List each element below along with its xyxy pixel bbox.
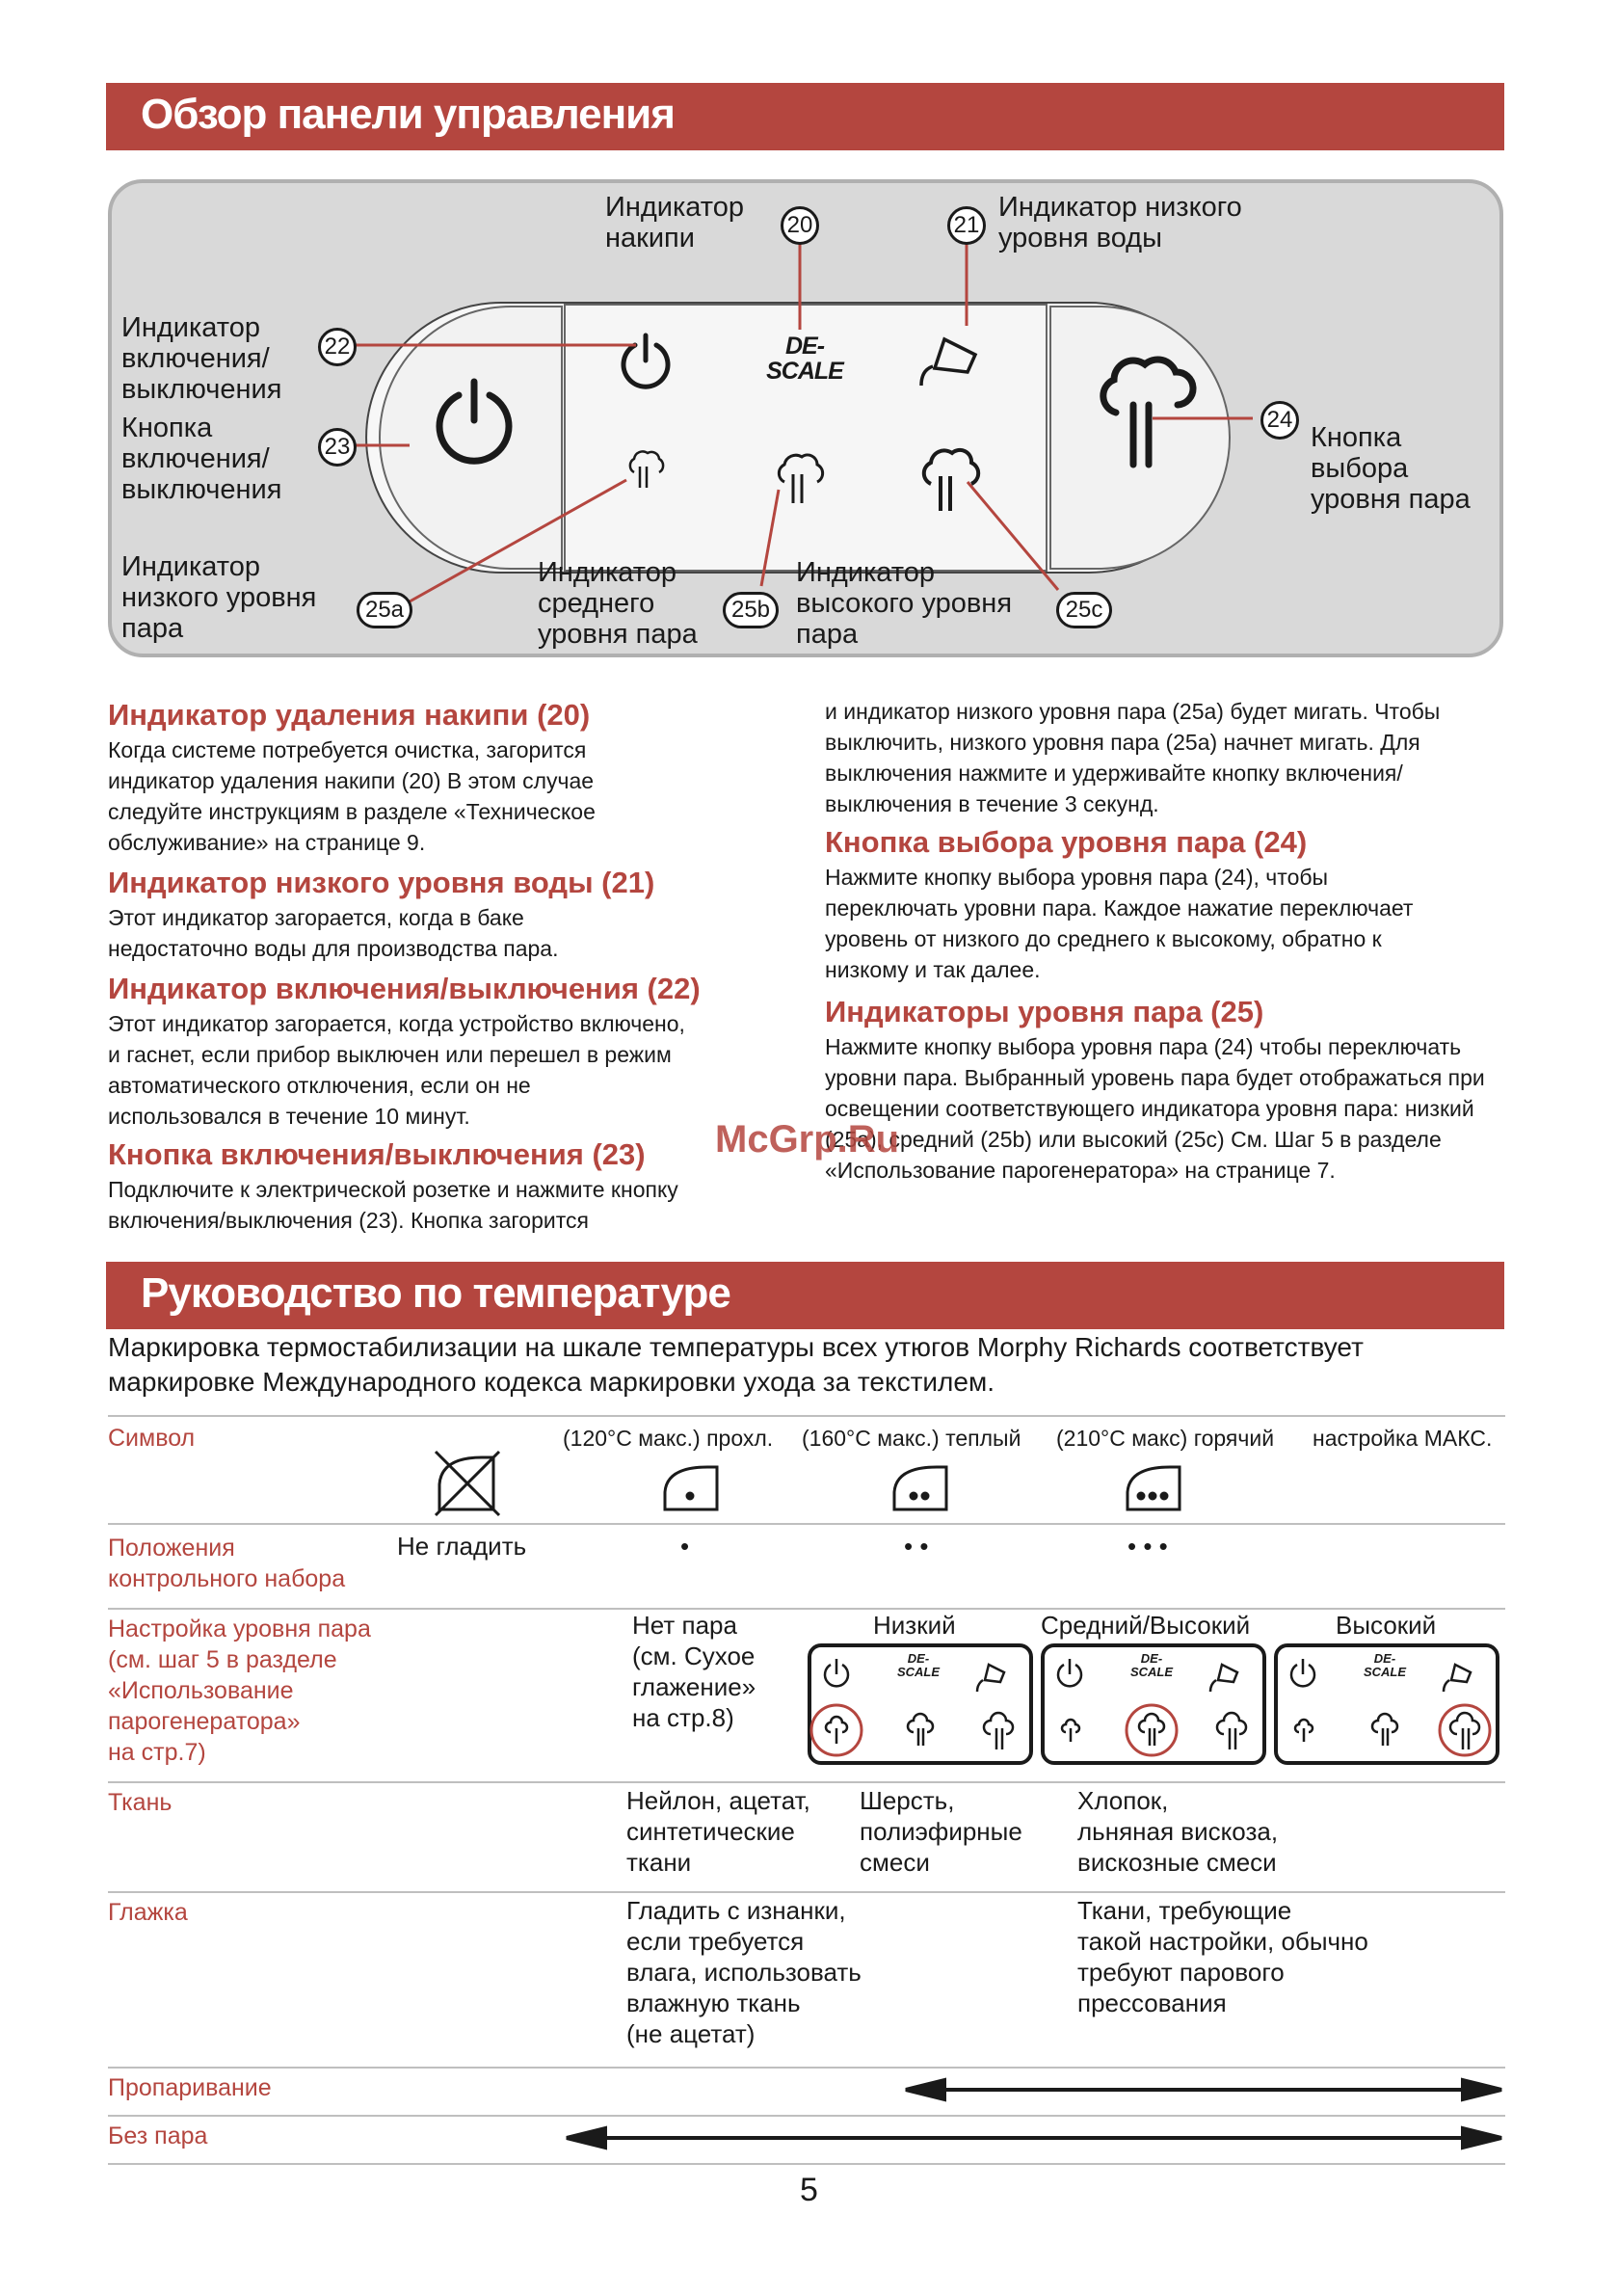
row-label-no-steam: Без пара: [108, 2122, 208, 2149]
row-divider: [108, 1608, 1505, 1610]
symbol-icons: [424, 1446, 1388, 1523]
row-label-fabric: Ткань: [108, 1789, 172, 1816]
position-three-dots: • • •: [1127, 1532, 1168, 1561]
label-medium-steam-indicator: Индикатор среднего уровня пара: [538, 557, 698, 650]
text-steam-select: Нажмите кнопку выбора уровня пара (24), чтобы переключать уровни пара. Каждое нажатие переключает уровень от низкого до среднего к высокому, обратно к низкому и так далее.: [825, 865, 1414, 982]
row-label-steaming: Пропаривание: [108, 2074, 272, 2101]
steam-level-none: Нет пара (см. Сухое глажение» на стр.8): [632, 1611, 756, 1732]
badge-25c: 25c: [1056, 592, 1112, 628]
badge-20: 20: [781, 206, 819, 245]
mini-descale-text: DE- SCALE: [1363, 1651, 1407, 1679]
steam-segment: [1050, 307, 1230, 569]
heading-descale: Индикатор удаления накипи (20): [108, 698, 591, 732]
label-low-water-indicator: Индикатор низкого уровня воды: [998, 192, 1242, 254]
row-label-ironing: Глажка: [108, 1899, 188, 1926]
steam-level-high: Высокий: [1336, 1611, 1437, 1640]
header-warm: (160°C макс.) теплый: [802, 1426, 1021, 1451]
text-low-water: Этот индикатор загорается, когда в баке недостаточно воды для производства пара.: [108, 905, 559, 961]
iron-three-dots-icon: [1127, 1467, 1180, 1509]
label-high-steam-indicator: Индикатор высокого уровня пара: [796, 557, 1013, 650]
text-power-button-continued: и индикатор низкого уровня пара (25a) будет мигать. Чтобы выключить, низкого уровня пара (25a) начнет мигать. Для выключения нажмите и удерживайте кнопку включения/выключения в течение 3 секунд.: [825, 699, 1441, 816]
mini-descale-text: DE- SCALE: [1129, 1651, 1174, 1679]
header-hot: (210°C макс) горячий: [1056, 1426, 1275, 1451]
badge-25b: 25b: [723, 592, 779, 628]
label-low-steam-indicator: Индикатор низкого уровня пара: [121, 551, 317, 644]
row-divider: [108, 2067, 1505, 2069]
heading-steam-select: Кнопка выбора уровня пара (24): [825, 825, 1308, 859]
text-descale: Когда системе потребуется очистка, загорится индикатор удаления накипи (20) В этом случае следуйте инструкциям в разделе «Техническое обслуживание» на странице 9.: [108, 737, 596, 855]
page-number: 5: [800, 2172, 818, 2208]
fabric-hot: Хлопок, льняная вискоза, вискозные смеси: [1077, 1786, 1279, 1877]
temperature-intro: Маркировка термостабилизации на шкале температуры всех утюгов Morphy Richards соответствует маркировке Международного кодекса маркировки ухода за текстилем.: [108, 1332, 1364, 1397]
position-do-not-iron: Не гладить: [397, 1532, 527, 1561]
steam-level-low: Низкий: [873, 1611, 956, 1640]
ironing-hot: Ткани, требующие такой настройки, обычно требуют парового прессования: [1077, 1896, 1368, 2017]
row-divider: [108, 1891, 1505, 1893]
row-divider: [108, 1523, 1505, 1525]
badge-24: 24: [1260, 401, 1299, 440]
heading-steam-indicators: Индикаторы уровня пара (25): [825, 995, 1264, 1028]
heading-power-button: Кнопка включения/выключения (23): [108, 1137, 646, 1171]
badge-21: 21: [947, 206, 986, 245]
descale-indicator-text: DE- SCALE: [766, 333, 843, 385]
row-label-symbol: Символ: [108, 1425, 196, 1452]
badge-25a: 25a: [357, 592, 412, 628]
ironing-cool: Гладить с изнанки, если требуется влага, использовать влажную ткань (не ацетат): [626, 1896, 862, 2048]
fabric-cool: Нейлон, ацетат, синтетические ткани: [626, 1786, 810, 1877]
row-label-steam: Настройка уровня пара (см. шаг 5 в разделе «Использование парогенератора» на стр.7): [108, 1615, 371, 1766]
text-steam-indicators: Нажмите кнопку выбора уровня пара (24) чтобы переключать уровни пара. Выбранный уровень пара будет отображаться при освещении соответствующего индикатора уровня пара: низкий (25a), средний (25b) или высокий (25c) См. Шаг 5 в разделе «Использование парогенератора» на странице 7.: [825, 1034, 1485, 1183]
heading-power-indicator: Индикатор включения/выключения (22): [108, 972, 701, 1005]
section-title: Руководство по температуре: [141, 1269, 730, 1317]
row-divider: [108, 1415, 1505, 1417]
label-descale-indicator: Индикатор накипи: [605, 192, 745, 254]
text-power-indicator: Этот индикатор загорается, когда устройство включено, и гаснет, если прибор выключен или перешел в режим автоматического отключения, если он не использовался в течение 10 минут.: [108, 1011, 685, 1129]
row-divider: [108, 2163, 1505, 2165]
iron-one-dot-icon: [665, 1467, 717, 1509]
text-power-button: Подключите к электрической розетке и нажмите кнопку включения/выключения (23). Кнопка загорится: [108, 1177, 678, 1233]
section-banner-temperature: [106, 1262, 1504, 1329]
fabric-warm: Шерсть, полиэфирные смеси: [860, 1786, 1022, 1877]
label-power-indicator: Индикатор включения/ выключения: [121, 312, 282, 405]
label-power-button: Кнопка включения/ выключения: [121, 413, 282, 505]
iron-two-dots-icon: [894, 1467, 946, 1509]
section-title: Обзор панели управления: [141, 91, 675, 138]
watermark: McGrp.Ru: [715, 1118, 900, 1161]
row-label-positions: Положения контрольного набора: [108, 1535, 346, 1592]
heading-low-water: Индикатор низкого уровня воды (21): [108, 866, 655, 899]
do-not-iron-icon: [436, 1452, 499, 1515]
position-one-dot: •: [680, 1532, 690, 1561]
row-divider: [108, 1781, 1505, 1783]
steam-level-medium-high: Средний/Высокий: [1041, 1611, 1251, 1640]
position-two-dots: • •: [904, 1532, 929, 1561]
badge-22: 22: [318, 328, 357, 366]
range-arrows: [0, 2072, 1618, 2159]
badge-23: 23: [318, 428, 357, 467]
label-steam-select-button: Кнопка выбора уровня пара: [1311, 422, 1471, 515]
header-cool: (120°C макс.) прохл.: [563, 1426, 774, 1451]
header-max: настройка МАКС.: [1313, 1426, 1493, 1451]
mini-descale-text: DE- SCALE: [896, 1651, 941, 1679]
